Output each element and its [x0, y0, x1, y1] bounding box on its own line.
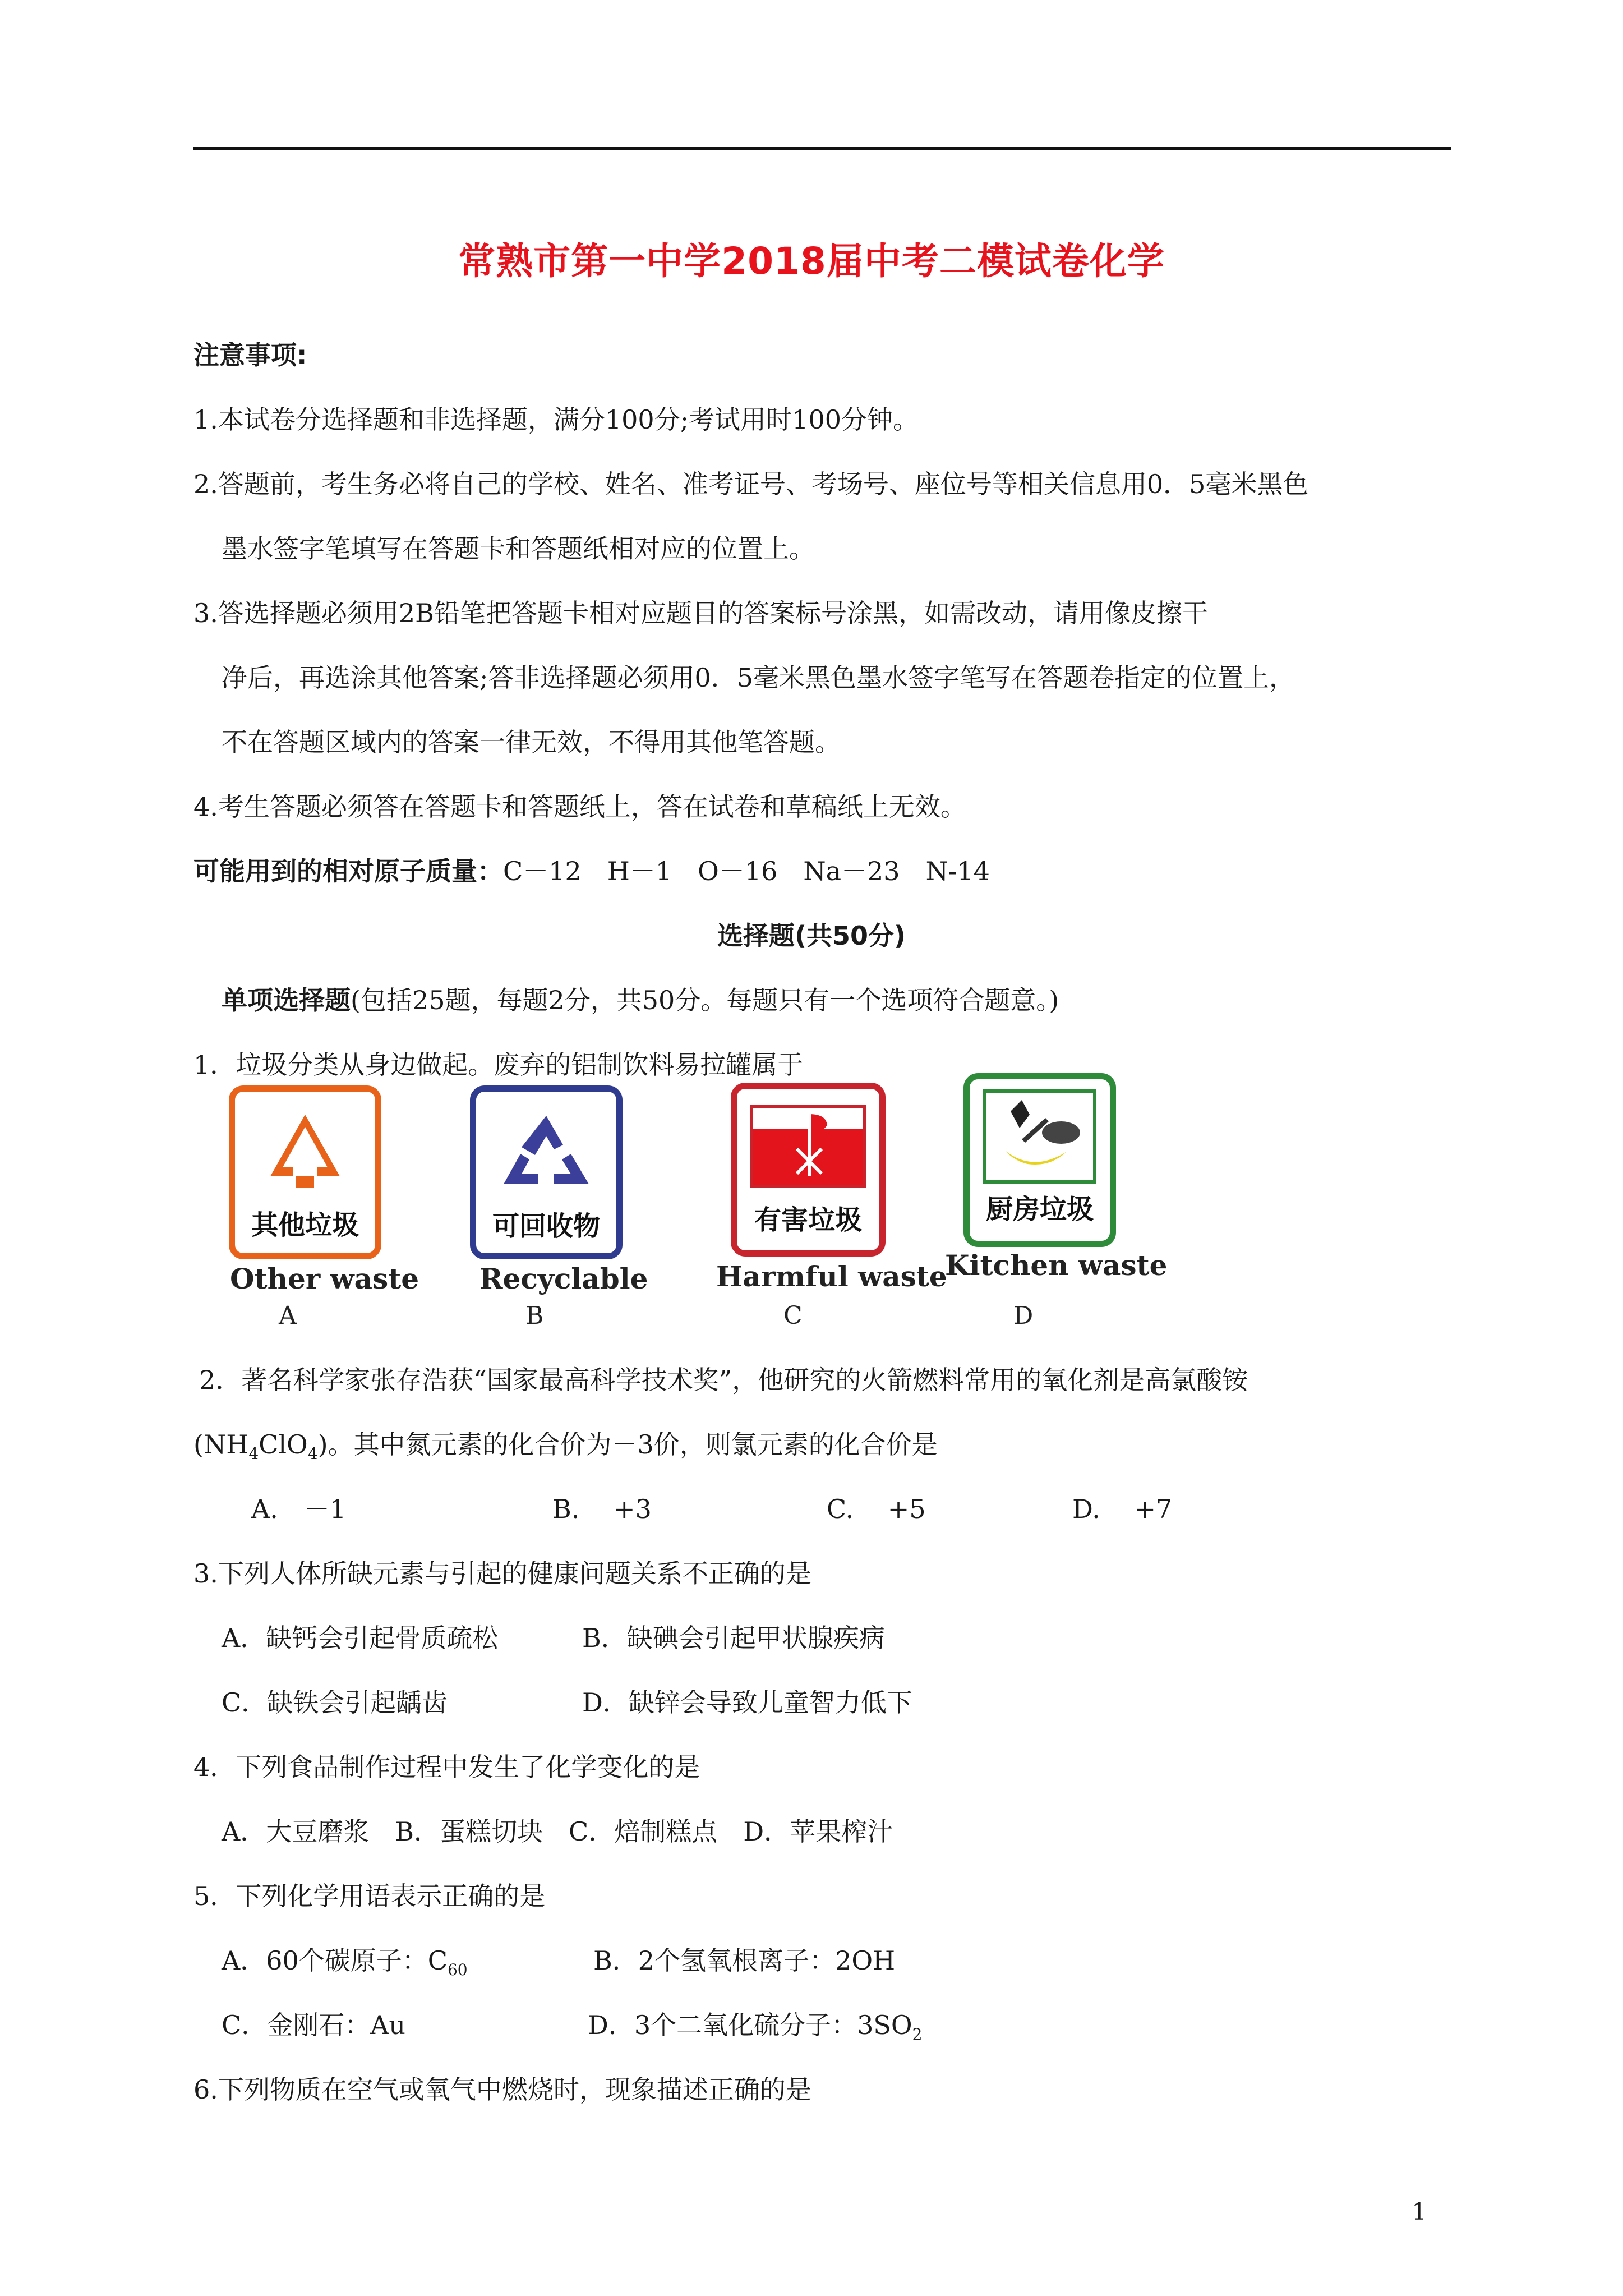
- note-item: 4.考生答题必须答在答题卡和答题纸上，答在试卷和草稿纸上无效。: [193, 792, 966, 822]
- option-c: C．金刚石：Au: [222, 2010, 406, 2040]
- option-letter: D: [1013, 1301, 1034, 1330]
- note-item: 1.本试卷分选择题和非选择题，满分100分;考试用时100分钟。: [193, 404, 919, 435]
- atomic-mass-values: C－12 H－1 O－16 Na－23 N-14: [503, 856, 990, 886]
- question-5-stem: 5．下列化学用语表示正确的是: [193, 1881, 546, 1911]
- bin-en-label: Recyclable: [479, 1262, 648, 1295]
- question-6-stem: 6.下列物质在空气或氧气中燃烧时，现象描述正确的是: [193, 2074, 811, 2105]
- option-c: C. +5: [827, 1494, 926, 1524]
- option-d: D．缺锌会导致儿童智力低下: [582, 1687, 912, 1718]
- note-item: 3.答选择题必须用2B铅笔把答题卡相对应题目的答案标号涂黑，如需改动，请用像皮擦干: [193, 598, 1208, 628]
- question-2-stem: 2．著名科学家张存浩获“国家最高科学技术奖”，他研究的火箭燃料常用的氧化剂是高氯酸铵: [199, 1365, 1248, 1395]
- harmful-icon: [787, 1108, 832, 1181]
- bin-cn-label: 厨房垃圾: [985, 1194, 1094, 1225]
- kitchen-waste-icon: [983, 1089, 1097, 1184]
- option-b: B．缺碘会引起甲状腺疾病: [582, 1623, 885, 1653]
- recyclable-bin: [470, 1085, 623, 1259]
- bin-cn-label: 可回收物: [492, 1211, 600, 1242]
- section-intro: [222, 983, 1059, 1017]
- other-waste-bin: [229, 1085, 381, 1259]
- question-4-stem: 4．下列食品制作过程中发生了化学变化的是: [193, 1752, 700, 1782]
- atomic-mass-line: [193, 854, 990, 888]
- option-letter: A: [279, 1301, 297, 1330]
- bin-en-label: Other waste: [230, 1262, 419, 1295]
- option-a: A．60个碳原子：$C_{60}$: [222, 1945, 468, 1979]
- option-d: D．3个二氧化硫分子：$3SO_2$: [588, 2010, 923, 2044]
- question-3-stem: 3.下列人体所缺元素与引起的健康问题关系不正确的是: [193, 1558, 811, 1589]
- bin-cn-label: 有害垃圾: [754, 1204, 862, 1236]
- bin-en-label: Harmful waste: [716, 1260, 947, 1293]
- option-a: A. －1: [251, 1494, 347, 1524]
- option-b: B. +3: [552, 1494, 652, 1524]
- notes-heading: 注意事项:: [193, 340, 307, 370]
- note-item: 墨水签字笔填写在答题卡和答题纸相对应的位置上。: [222, 533, 815, 564]
- question-2-formula-line: $(NH_4ClO_4)$。其中氮元素的化合价为－3价，则氯元素的化合价是: [193, 1429, 938, 1463]
- harmful-waste-bin: [731, 1083, 886, 1257]
- page-number: 1: [1412, 2198, 1427, 2225]
- atomic-mass-label: 可能用到的相对原子质量：: [193, 856, 503, 886]
- kitchen-waste-bin: [963, 1073, 1116, 1247]
- question-1-stem: 1．垃圾分类从身边做起。废弃的铝制饮料易拉罐属于: [193, 1050, 804, 1080]
- option-c: C．缺铁会引起龋齿: [222, 1687, 448, 1718]
- section-intro-label: 单项选择题: [222, 985, 351, 1015]
- section-intro-text: (包括25题，每题2分，共50分。每题只有一个选项符合题意。): [351, 985, 1059, 1015]
- note-item: 净后，再选涂其他答案;答非选择题必须用0．5毫米黑色墨水签字笔写在答题卷指定的位置上，: [222, 662, 1295, 693]
- option-d: D. +7: [1072, 1494, 1173, 1524]
- option-b: B．2个氢氧根离子：2OH: [593, 1945, 896, 1976]
- option-a: A．缺钙会引起骨质疏松: [222, 1623, 499, 1653]
- note-item: 不在答题区域内的答案一律无效，不得用其他笔答题。: [222, 727, 841, 757]
- other-waste-icon: [261, 1109, 349, 1193]
- question-4-options: A．大豆磨浆 B．蛋糕切块 C．焙制糕点 D．苹果榨汁: [222, 1816, 893, 1847]
- page-title: 常熟市第一中学2018届中考二模试卷化学: [458, 240, 1165, 283]
- header-rule: [193, 147, 1451, 150]
- bin-en-label: Kitchen waste: [945, 1249, 1168, 1282]
- note-item: 2.答题前，考生务必将自己的学校、姓名、准考证号、考场号、座位号等相关信息用0．5毫米黑色: [193, 469, 1309, 499]
- recycle-icon: [496, 1108, 597, 1198]
- option-letter: B: [525, 1301, 544, 1330]
- bin-cn-label: 其他垃圾: [251, 1209, 359, 1241]
- section-title: 选择题(共50分): [717, 921, 906, 951]
- option-letter: C: [783, 1301, 803, 1330]
